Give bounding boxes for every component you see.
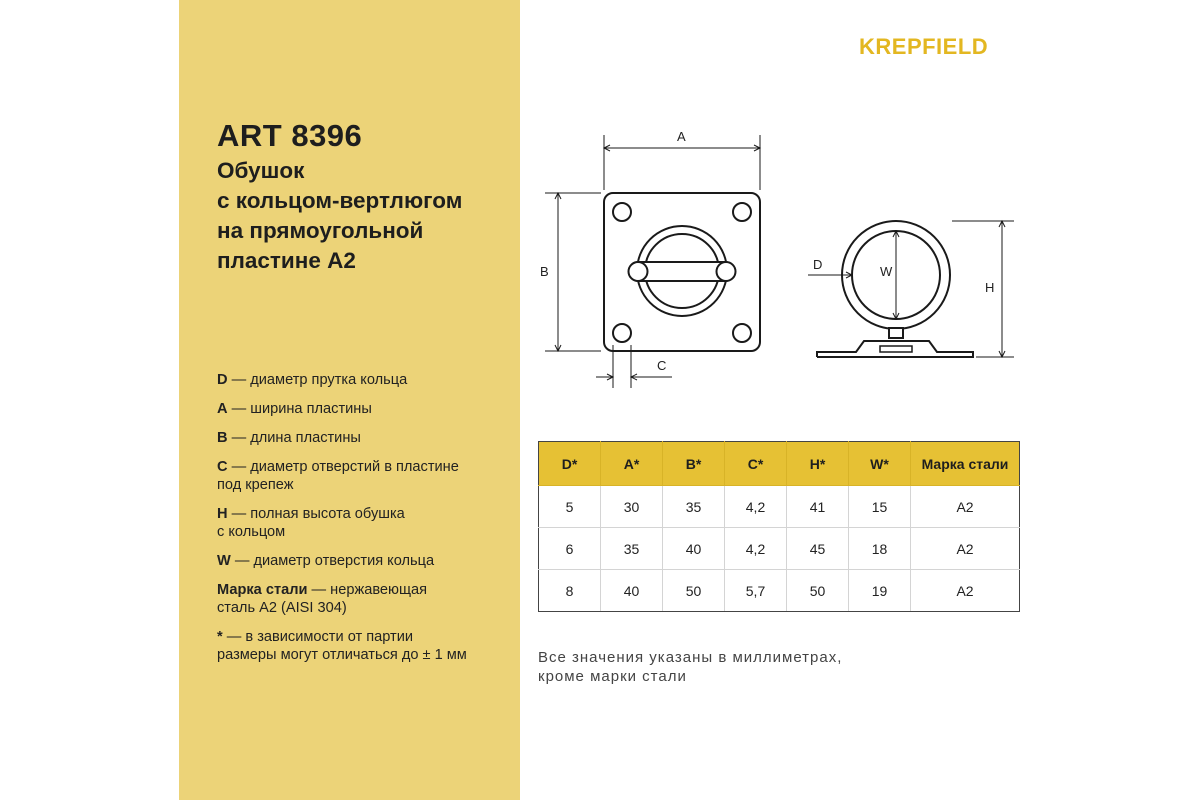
table-cell: 15 [849,486,911,528]
table-header-cell: Марка стали [911,442,1020,486]
table-header-cell: A* [601,442,663,486]
table-cell: A2 [911,528,1020,570]
dimension-b [545,193,601,351]
plate-top-view [604,193,760,351]
legend-text: полная высота обушка [250,506,405,522]
legend-line: размеры могут отличаться до ± 1 мм [217,647,467,663]
label-c: C [657,358,667,373]
legend-text: в зависимости от партии [245,629,414,645]
eye-side-view [817,221,973,357]
product-title-line: на прямоугольной [217,218,424,243]
table-row [539,528,1020,570]
table-cell: 50 [787,570,849,612]
units-note-line: кроме марки стали [538,668,687,685]
label-w: W [880,264,893,279]
label-d: D [813,257,823,272]
legend-separator: — [227,430,251,446]
dimension-d [808,272,852,278]
legend-key: B [217,430,228,446]
table-cell: 19 [849,570,911,612]
table-cell: 40 [601,570,663,612]
article-number: ART 8396 [217,118,363,153]
legend-text: длина пластины [250,430,361,446]
dimension-h [952,221,1014,357]
product-title-line: пластине А2 [217,248,356,273]
legend-text: диаметр отверстия кольца [253,553,435,569]
table-cell: 40 [663,528,725,570]
label-a: A [677,129,686,144]
table-header-cell: H* [787,442,849,486]
table-cell: 6 [539,528,601,570]
label-b: B [540,264,549,279]
legend-separator: — [222,629,246,645]
table-cell: 45 [787,528,849,570]
table-header-cell: D* [539,442,601,486]
legend-key: W [217,553,231,569]
legend-key: * [217,629,223,645]
product-title-line: Обушок [217,158,305,183]
table-body [539,486,1020,612]
table-cell: 41 [787,486,849,528]
legend-separator: — [307,582,331,598]
units-note-line: Все значения указаны в миллиметрах, [538,649,843,666]
brand-logo: KREPFIELD [859,34,989,59]
legend-separator: — [227,506,251,522]
label-h: H [985,280,995,295]
spec-table [538,441,1020,612]
legend-key: H [217,506,228,522]
legend-line: с кольцом [217,524,286,540]
table-cell: 18 [849,528,911,570]
legend-separator: — [230,553,254,569]
legend-separator: — [227,401,251,417]
table-cell: 5,7 [725,570,787,612]
legend-line: под крепеж [217,477,294,493]
table-header-cell: W* [849,442,911,486]
units-note [538,648,842,686]
table-header-cell: B* [663,442,725,486]
legend-text: нержавеющая [330,582,428,598]
legend-text: диаметр прутка кольца [250,372,408,388]
legend-separator: — [227,459,251,475]
table-cell: 4,2 [725,486,787,528]
legend-text: ширина пластины [250,401,372,417]
legend-line: сталь А2 (AISI 304) [217,600,347,616]
table-header-cell: C* [725,442,787,486]
table-header-row [539,442,1020,486]
legend-text: диаметр отверстий в пластине [250,459,459,475]
table-cell: 50 [663,570,725,612]
legend-key: A [217,401,228,417]
legend-key: D [217,372,228,388]
table-cell: 30 [601,486,663,528]
table-cell: A2 [911,570,1020,612]
table-cell: 5 [539,486,601,528]
table-cell: A2 [911,486,1020,528]
product-title-line: с кольцом-вертлюгом [217,188,463,213]
table-row [539,486,1020,528]
legend-key: Марка стали [217,582,308,598]
table-cell: 4,2 [725,528,787,570]
legend-key: C [217,459,228,475]
legend-separator: — [227,372,251,388]
table-cell: 35 [601,528,663,570]
dimension-w [893,231,899,319]
table-row [539,570,1020,612]
table-cell: 8 [539,570,601,612]
table-cell: 35 [663,486,725,528]
